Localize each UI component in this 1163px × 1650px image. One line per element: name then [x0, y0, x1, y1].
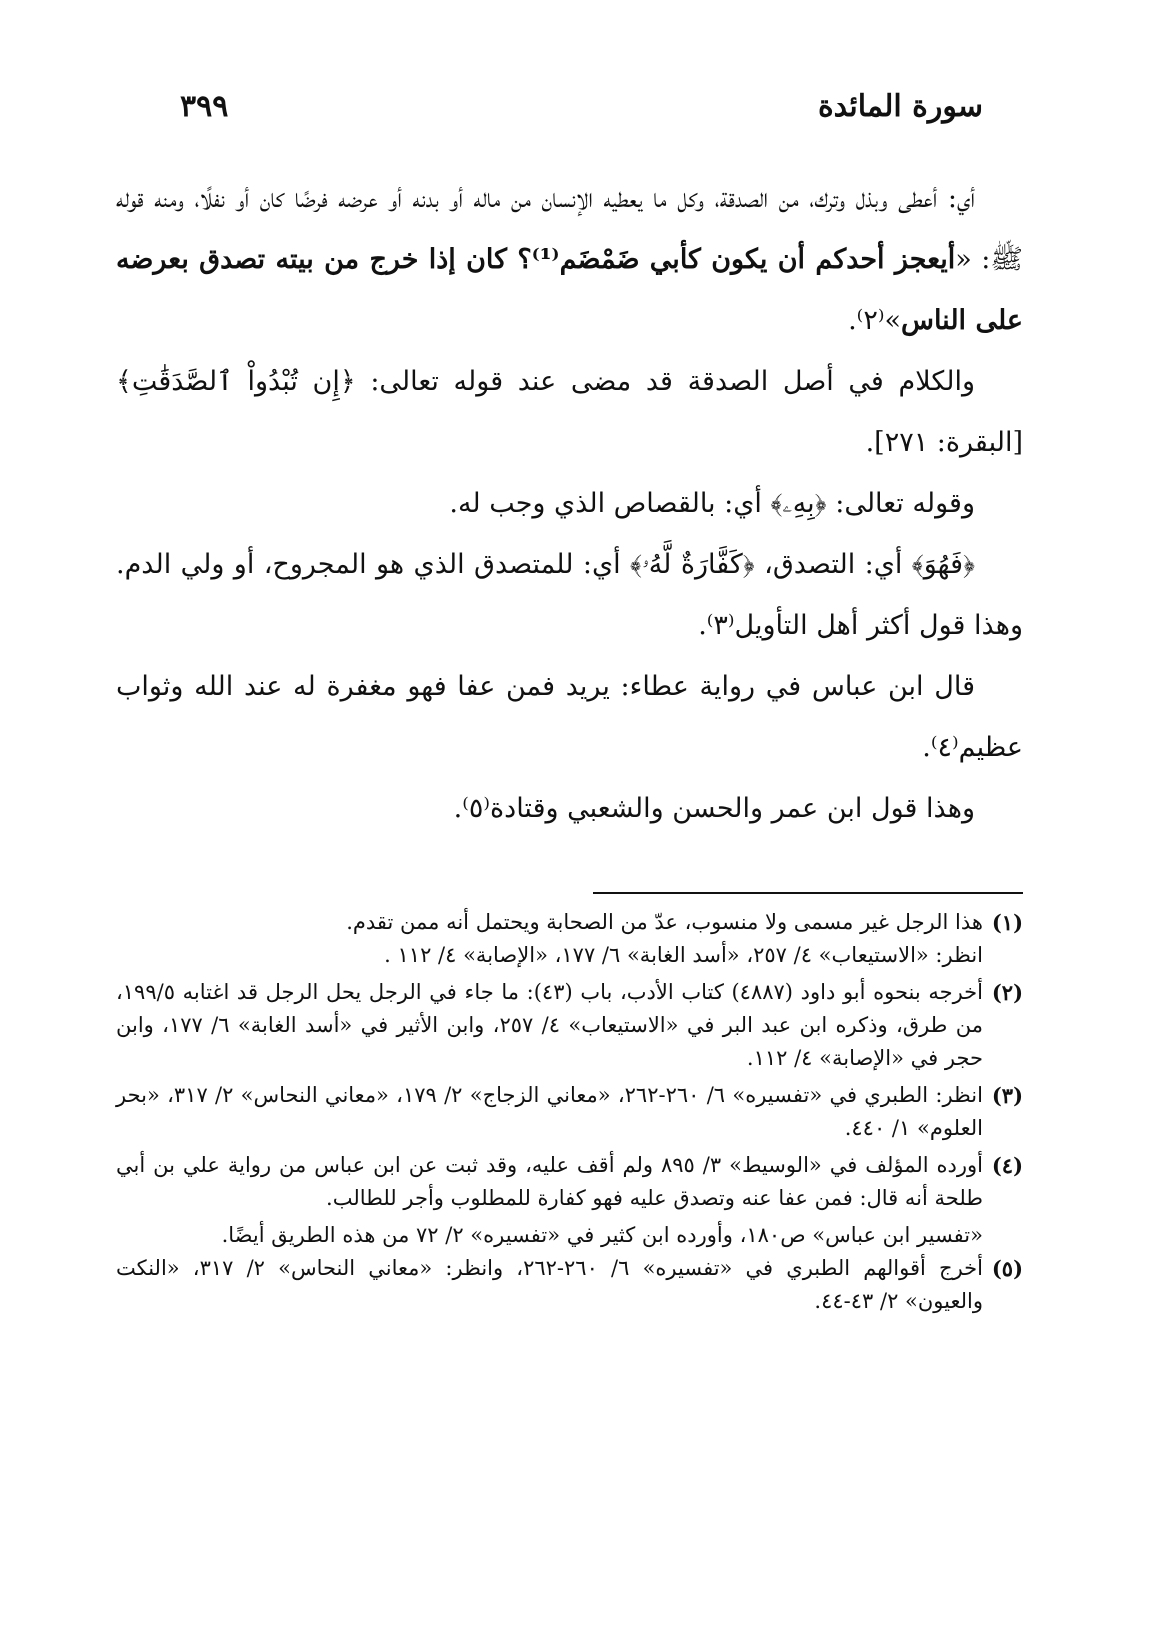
running-title: سورة المائدة [817, 88, 983, 124]
footnote-separator [593, 892, 1023, 894]
main-text [116, 168, 1023, 839]
paragraph-2: والكلام في أصل الصدقة قد مضى عند قوله تعالى: ﴿إِن تُبْدُواْ ٱلصَّدَقَٰتِ﴾ [البقرة: ٢٧١]. [116, 366, 1023, 458]
footnotes [116, 906, 1023, 1322]
paragraph-6: وهذا قول ابن عمر والحسن والشعبي وقتادة⁽٥⁾. [453, 793, 975, 824]
footnote-number: (٣) [991, 1083, 1023, 1108]
paragraph-4: ﴿فَهُوَ﴾ أي: التصدق، ﴿كَفَّارَةٌ لَّهُۥ﴾ أي: للمتصدق الذي هو المجروح، أو ولي الدم. وهذا قول أكثر أهل التأويل⁽٣⁾. [116, 549, 1023, 641]
hadith-quote: أيعجز أحدكم أن يكون كأبي ضَمْضَم⁽¹⁾؟ كان إذا خرج من بيته تصدق بعرضه على الناس [116, 244, 1023, 336]
paragraph-1-end: »⁽٢⁾. [848, 305, 901, 336]
footnote-1 [116, 906, 1023, 972]
footnote-line: أخرجه بنحوه أبو داود (٤٨٨٧) كتاب الأدب، باب (٤٣): ما جاء في الرجل يحل الرجل قد اغتابه ١٩٩/٥، من طرق، وذكره ابن عبد البر في «الاستيعاب» ٤/ ٢٥٧، وابن الأثير في «أسد الغابة» ٦/ ١٧٧، وابن حجر في «الإصابة» ٤/ ١١٢. [116, 980, 983, 1070]
page-header [180, 86, 983, 126]
paragraph-3: وقوله تعالى: ﴿بِهِۦ﴾ أي: بالقصاص الذي وجب له. [449, 488, 975, 519]
footnote-number: (٤) [991, 1153, 1023, 1178]
footnote-line: هذا الرجل غير مسمى ولا منسوب، عدّ من الصحابة ويحتمل أنه ممن تقدم. [346, 910, 983, 934]
paragraph-1-start: أي: أعطى وبذل وترك، من الصدقة، وكل ما يعطيه الإنسان من ماله أو بدنه أو عرضه فرضًا كان أو نفلًا، ومنه قوله ﷺ: « [116, 183, 1023, 275]
page-number: ٣٩٩ [180, 88, 229, 124]
footnote-2 [116, 976, 1023, 1075]
footnote-number: (٥) [991, 1256, 1023, 1281]
paragraph-5: قال ابن عباس في رواية عطاء: يريد فمن عفا فهو مغفرة له عند الله وثواب عظيم⁽٤⁾. [116, 671, 1023, 763]
footnote-line: أورده المؤلف في «الوسيط» ٣/ ٨٩٥ ولم أقف عليه، وقد ثبت عن ابن عباس من رواية علي بن أبي طلحة أنه قال: فمن عفا عنه وتصدق عليه فهو كفارة للمطلوب وأجر للطالب. [116, 1153, 984, 1210]
footnote-4 [116, 1149, 1023, 1215]
footnote-number: (٢) [991, 980, 1023, 1005]
footnote-line: أخرج أقوالهم الطبري في «تفسيره» ٦/ ٢٦٠-٢٦٢، وانظر: «معاني النحاس» ٢/ ٣١٧، «النكت والعيون» ٢/ ٤٣-٤٤. [116, 1256, 983, 1313]
footnote-line: انظر: الطبري في «تفسيره» ٦/ ٢٦٠-٢٦٢، «معاني الزجاج» ٢/ ١٧٩، «معاني النحاس» ٢/ ٣١٧، «بحر العلوم» ١/ ٤٤٠. [116, 1083, 983, 1140]
footnote-3 [116, 1079, 1023, 1145]
footnote-5 [116, 1252, 1023, 1318]
footnote-line: انظر: «الاستيعاب» ٤/ ٢٥٧، «أسد الغابة» ٦/ ١٧٧، «الإصابة» ٤/ ١١٢ . [384, 943, 983, 967]
footnote-number: (١) [991, 910, 1023, 935]
footnote-4-continuation: «تفسير ابن عباس» ص١٨٠، وأورده ابن كثير في «تفسيره» ٢/ ٧٢ من هذه الطريق أيضًا. [221, 1223, 983, 1247]
paragraph-1 [116, 168, 1023, 351]
